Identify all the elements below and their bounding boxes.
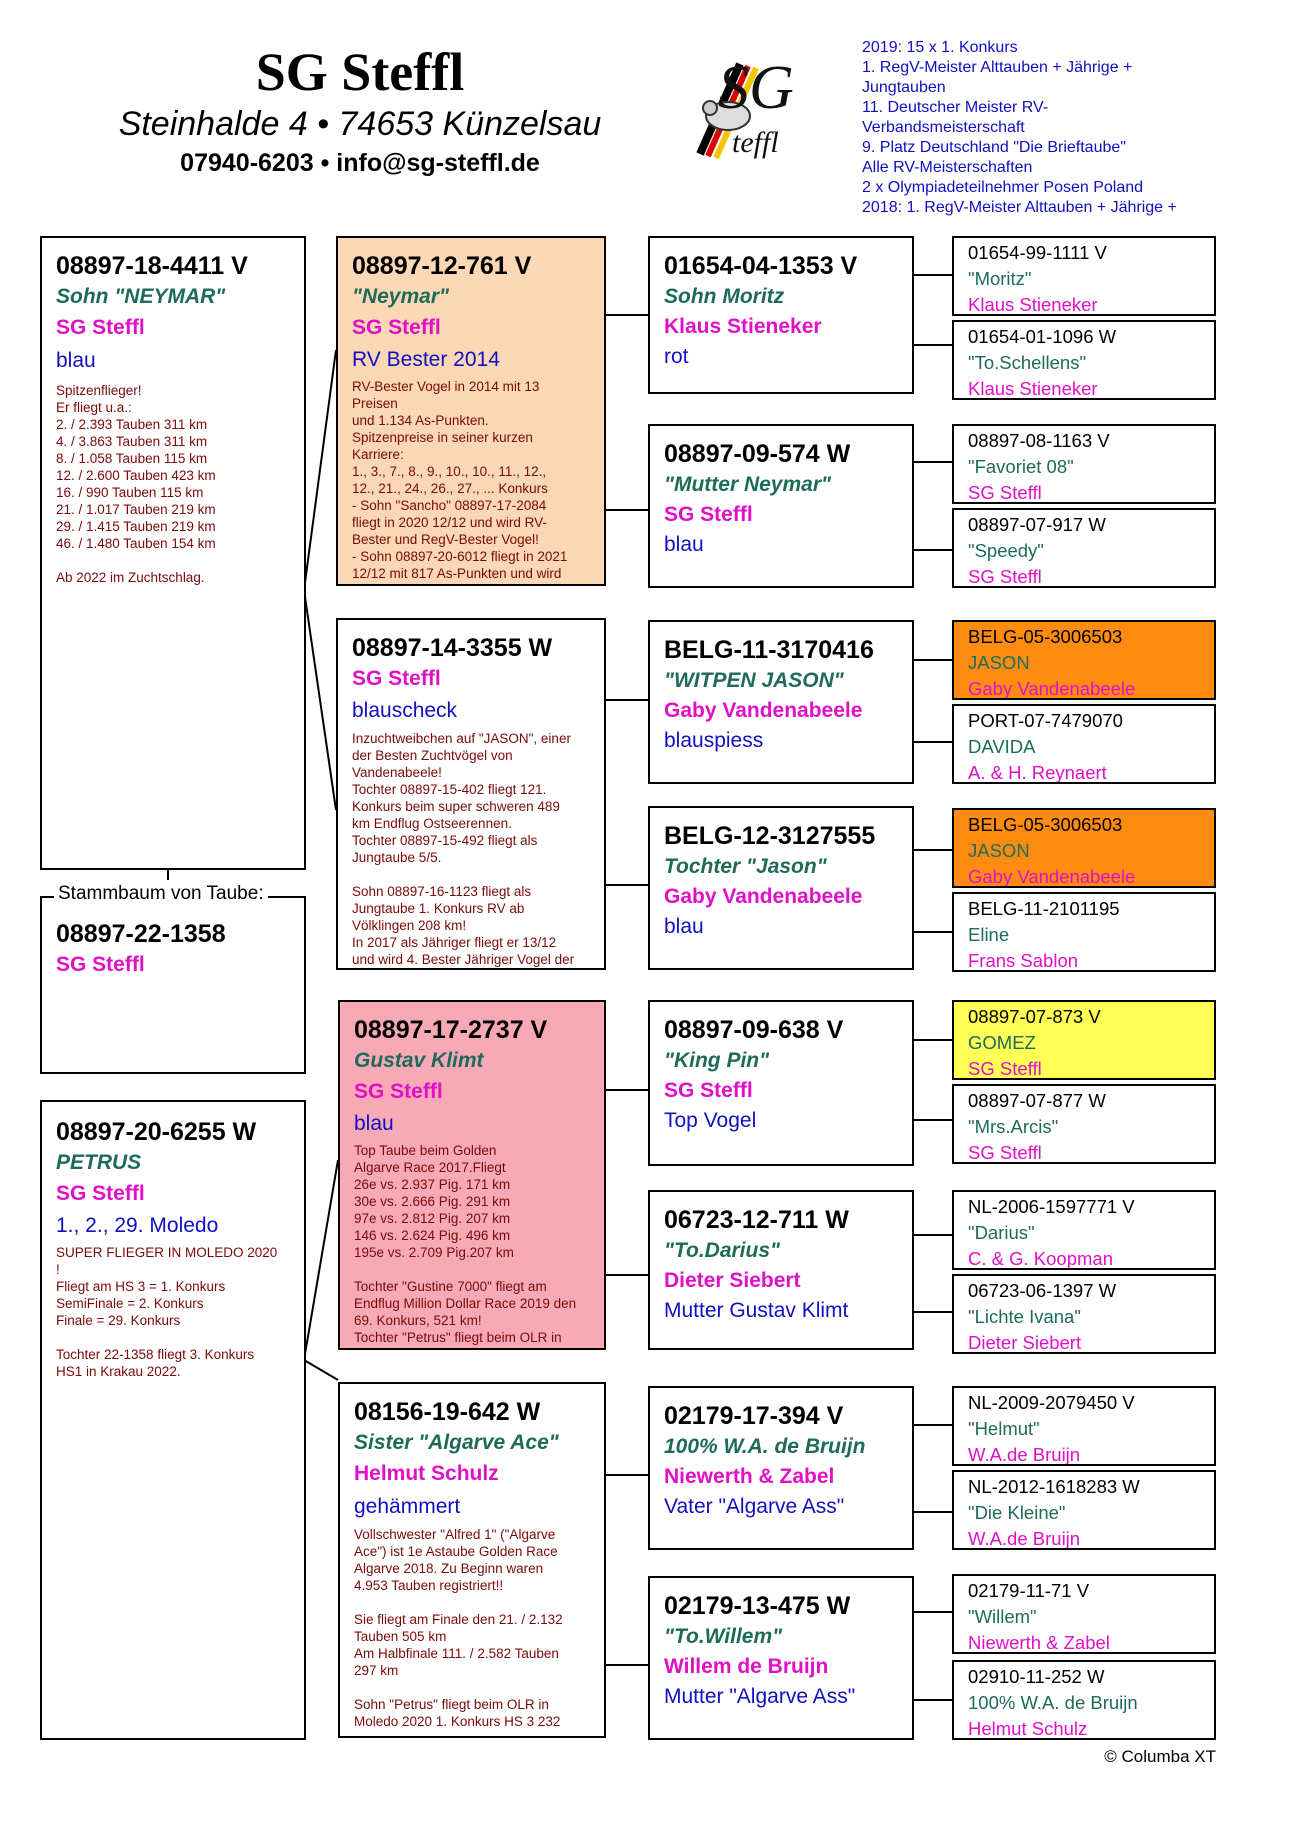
contact: 07940-6203 • info@sg-steffl.de xyxy=(180,149,540,177)
mother-breeder: SG Steffl xyxy=(56,1182,145,1205)
father-card[interactable] xyxy=(40,236,306,870)
ff-card[interactable] xyxy=(336,236,606,586)
gen4-breeder: W.A.de Bruijn xyxy=(968,1444,1081,1465)
address: Steinhalde 4 • 74653 Künzelsau xyxy=(118,105,602,143)
gen3-color: Mutter Gustav Klimt xyxy=(664,1299,849,1322)
gen3-breeder: Niewerth & Zabel xyxy=(664,1465,835,1488)
mother-card[interactable] xyxy=(40,1100,306,1740)
gen3-breeder: Gaby Vandenabeele xyxy=(664,885,863,908)
mm-name: Sister "Algarve Ace" xyxy=(354,1431,559,1454)
gen3-breeder: SG Steffl xyxy=(664,1079,753,1102)
gen4-name: "Willem" xyxy=(968,1606,1037,1627)
gen4-ring: 08897-07-873 V xyxy=(968,1006,1101,1027)
gen3-card[interactable] xyxy=(648,806,914,970)
gen4-breeder: SG Steffl xyxy=(968,1058,1042,1079)
ff-ring: 08897-12-761 V xyxy=(352,252,532,280)
ff-notes: RV-Bester Vogel in 2014 mit 13 Preisen und 1.134 As-Punkten. Spitzenpreise in seiner kurzen Karriere: 1., 3., 7., 8., 9., 10., 10., 11., 12., 12., 21., 24., 26., 27., ... Konkurs - Sohn "Sancho" 08897-17-2084 fliegt in 2020 12/12 und wird RV- Bester und RegV-Bester Vogel! - Sohn 08897-20-6012 fliegt in 2021 12/12 mit 817 As-Punkten und wird xyxy=(352,379,568,581)
svg-text:SG: SG xyxy=(718,54,794,122)
mm-ring: 08156-19-642 W xyxy=(354,1398,541,1426)
gen3-card[interactable] xyxy=(648,424,914,588)
gen4-name: "Darius" xyxy=(968,1222,1035,1243)
page-title: SG Steffl xyxy=(255,42,465,102)
gen4-ring: 02179-11-71 V xyxy=(968,1580,1090,1601)
gen3-breeder: SG Steffl xyxy=(664,503,753,526)
ff-breeder: SG Steffl xyxy=(352,316,441,339)
mother-name: PETRUS xyxy=(56,1151,142,1174)
mm-notes: Vollschwester "Alfred 1" ("Algarve Ace") ist 1e Astaube Golden Race Algarve 2018. Zu Beginn waren 4.953 Tauben registriert!! Sie fliegt am Finale den 21. / 2.132 Tauben 505 km Am Halbfinale 111. / 2.582 Tauben 297 km Sohn "Petrus" fliegt beim OLR in Moledo 2020 1. Konkurs HS 3 232 xyxy=(354,1527,563,1729)
svg-text:teffl: teffl xyxy=(732,126,779,159)
gen4-card[interactable] xyxy=(952,1574,1216,1654)
gen3-ring: BELG-12-3127555 xyxy=(664,822,876,850)
gen3-name: "King Pin" xyxy=(664,1049,770,1072)
gen4-card[interactable] xyxy=(952,1274,1216,1354)
copyright: © Columba XT xyxy=(1104,1747,1216,1766)
gen3-name: Tochter "Jason" xyxy=(664,855,827,878)
gen3-breeder: Dieter Siebert xyxy=(664,1269,801,1292)
father-name: Sohn "NEYMAR" xyxy=(56,285,226,308)
gen4-name: "To.Schellens" xyxy=(968,352,1087,373)
gen4-card[interactable] xyxy=(952,1386,1216,1466)
gen3-card[interactable] xyxy=(648,1000,914,1166)
gen3-color: blau xyxy=(664,915,704,938)
achievement-line: Alle RV-Meisterschaften xyxy=(862,159,1033,176)
gen4-card[interactable] xyxy=(952,620,1216,700)
gen4-card[interactable] xyxy=(952,424,1216,504)
gen4-breeder: Frans Sablon xyxy=(968,950,1079,971)
gen3-ring: 01654-04-1353 V xyxy=(664,252,858,280)
gen3-color: blau xyxy=(664,533,704,556)
fm-card[interactable] xyxy=(336,618,606,970)
mm-color: gehämmert xyxy=(354,1495,461,1518)
gen4-card[interactable] xyxy=(952,704,1216,784)
gen3-card[interactable] xyxy=(648,620,914,784)
father-color: blau xyxy=(56,349,96,372)
gen4-breeder: Dieter Siebert xyxy=(968,1332,1082,1353)
mm-card[interactable] xyxy=(338,1382,606,1738)
gen4-ring: 06723-06-1397 W xyxy=(968,1280,1117,1301)
gen4-ring: NL-2006-1597771 V xyxy=(968,1196,1135,1217)
gen3-ring: 08897-09-638 V xyxy=(664,1016,844,1044)
subject-ring: 08897-22-1358 xyxy=(56,920,226,948)
gen4-card[interactable] xyxy=(952,1084,1216,1164)
gen3-color: Mutter "Algarve Ass" xyxy=(664,1685,856,1708)
subject-breeder: SG Steffl xyxy=(56,953,145,976)
ff-name: "Neymar" xyxy=(352,285,449,308)
achievement-line: Jungtauben xyxy=(862,79,946,96)
gen3-name: "Mutter Neymar" xyxy=(664,473,831,496)
father-ring: 08897-18-4411 V xyxy=(56,252,248,280)
gen3-breeder: Willem de Bruijn xyxy=(664,1655,829,1678)
gen4-name: "Helmut" xyxy=(968,1418,1040,1439)
gen3-name: Sohn Moritz xyxy=(664,285,785,308)
gen4-ring: PORT-07-7479070 xyxy=(968,710,1123,731)
gen4-breeder: C. & G. Koopman xyxy=(968,1248,1113,1269)
gen3-breeder: Gaby Vandenabeele xyxy=(664,699,863,722)
mother-color: 1., 2., 29. Moledo xyxy=(56,1214,219,1237)
achievement-line: 2019: 15 x 1. Konkurs xyxy=(862,39,1018,56)
gen4-name: "Mrs.Arcis" xyxy=(968,1116,1059,1137)
mm-breeder: Helmut Schulz xyxy=(354,1462,499,1485)
gen4-ring: 01654-01-1096 W xyxy=(968,326,1117,347)
achievement-line: 2018: 1. RegV-Meister Alttauben + Jährige + xyxy=(862,199,1177,216)
gen4-breeder: A. & H. Reynaert xyxy=(968,762,1107,783)
gen4-card[interactable] xyxy=(952,1000,1216,1080)
gen4-name: JASON xyxy=(968,652,1030,673)
mother-notes: SUPER FLIEGER IN MOLEDO 2020 ! Fliegt am HS 3 = 1. Konkurs SemiFinale = 2. Konkurs Finale = 29. Konkurs Tochter 22-1358 fliegt 3. Konkurs HS1 in Krakau 2022. xyxy=(56,1245,278,1379)
gen3-name: 100% W.A. de Bruijn xyxy=(664,1435,866,1458)
gen3-breeder: Klaus Stieneker xyxy=(664,315,822,338)
gen4-name: Eline xyxy=(968,924,1010,945)
gen4-breeder: W.A.de Bruijn xyxy=(968,1528,1081,1549)
gen4-name: GOMEZ xyxy=(968,1032,1036,1053)
gen4-breeder: Niewerth & Zabel xyxy=(968,1632,1110,1653)
father-notes: Spitzenflieger! Er fliegt u.a.: 2. / 2.393 Tauben 311 km 4. / 3.863 Tauben 311 km 8. / 1.058 Tauben 115 km 12. / 2.600 Tauben 423 km 16. / 990 Tauben 115 km 21. / 1.017 Tauben 219 km 29. / 1.415 Tauben 219 km 46. / 1.480 Tauben 154 km Ab 2022 im Zuchtschlag. xyxy=(56,383,216,585)
gen4-card[interactable] xyxy=(952,1470,1216,1550)
achievement-line: 2 x Olympiadeteilnehmer Posen Poland xyxy=(862,179,1144,196)
gen3-name: "To.Darius" xyxy=(664,1239,780,1262)
gen4-name: "Favoriet 08" xyxy=(968,456,1074,477)
mf-name: Gustav Klimt xyxy=(354,1049,484,1072)
subject-label: Stammbaum von Taube: xyxy=(54,882,268,906)
gen4-ring: BELG-05-3006503 xyxy=(968,814,1123,835)
mother-ring: 08897-20-6255 W xyxy=(56,1118,257,1146)
gen3-name: "WITPEN JASON" xyxy=(664,669,844,692)
achievement-line: 11. Deutscher Meister RV- xyxy=(862,99,1049,116)
gen4-card[interactable] xyxy=(952,1660,1216,1740)
gen3-ring: BELG-11-3170416 xyxy=(664,636,874,664)
gen4-breeder: Helmut Schulz xyxy=(968,1718,1088,1739)
ff-color: RV Bester 2014 xyxy=(352,348,500,371)
gen4-card[interactable] xyxy=(952,320,1216,400)
gen4-name: "Lichte Ivana" xyxy=(968,1306,1081,1327)
gen4-ring: 08897-08-1163 V xyxy=(968,430,1110,451)
gen4-name: 100% W.A. de Bruijn xyxy=(968,1692,1138,1713)
gen3-color: Top Vogel xyxy=(664,1109,757,1132)
gen3-card[interactable] xyxy=(648,1576,914,1740)
gen4-card[interactable] xyxy=(952,1190,1216,1270)
gen3-name: "To.Willem" xyxy=(664,1625,783,1648)
fm-ring: 08897-14-3355 W xyxy=(352,634,553,662)
gen3-color: blauspiess xyxy=(664,729,764,752)
mf-color: blau xyxy=(354,1112,394,1135)
gen3-ring: 02179-13-475 W xyxy=(664,1592,851,1620)
gen3-card[interactable] xyxy=(648,1190,914,1350)
subject-card[interactable] xyxy=(40,896,306,1074)
gen3-color: rot xyxy=(664,345,689,368)
gen4-name: "Moritz" xyxy=(968,268,1032,289)
gen4-card[interactable] xyxy=(952,808,1216,888)
gen4-ring: NL-2012-1618283 W xyxy=(968,1476,1140,1497)
gen3-ring: 02179-17-394 V xyxy=(664,1402,844,1430)
gen4-card[interactable] xyxy=(952,236,1216,316)
gen3-ring: 08897-09-574 W xyxy=(664,440,851,468)
achievement-line: Verbandsmeisterschaft xyxy=(862,119,1025,136)
gen3-color: Vater "Algarve Ass" xyxy=(664,1495,845,1518)
achievement-line: 9. Platz Deutschland "Die Brieftaube" xyxy=(862,139,1126,156)
gen4-card[interactable] xyxy=(952,892,1216,972)
gen4-ring: 08897-07-917 W xyxy=(968,514,1106,535)
fm-notes: Inzuchtweibchen auf "JASON", einer der Besten Zuchtvögel von Vandenabeele! Tochter 08897-15-402 fliegt 121. Konkurs beim super schweren 489 km Endflug Ostseerennen. Tochter 08897-15-492 fliegt als Jungtaube 5/5. Sohn 08897-16-1123 fliegt als Jungtaube 1. Konkurs RV ab Völklingen 208 km! In 2017 als Jähriger fliegt er 13/12 und wird 4. Bester Jähriger Vogel der xyxy=(352,731,575,967)
gen4-breeder: Klaus Stieneker xyxy=(968,378,1098,399)
gen3-ring: 06723-12-711 W xyxy=(664,1206,849,1234)
mf-notes: Top Taube beim Golden Algarve Race 2017.Fliegt 26e vs. 2.937 Pig. 171 km 30e vs. 2.666 Pig. 291 km 97e vs. 2.812 Pig. 207 km 146 vs. 2.624 Pig. 496 km 195e vs. 2.709 Pig.207 km Tochter "Gustine 7000" fliegt am Endflug Million Dollar Race 2019 den 69. Konkurs, 521 km! Tochter "Petrus" fliegt beim OLR in xyxy=(354,1143,577,1345)
gen3-card[interactable] xyxy=(648,1386,914,1550)
gen4-ring: 01654-99-1111 V xyxy=(968,242,1107,263)
gen4-name: "Speedy" xyxy=(968,540,1044,561)
fm-color: blauscheck xyxy=(352,699,458,722)
gen4-name: DAVIDA xyxy=(968,736,1036,757)
gen4-ring: 02910-11-252 W xyxy=(968,1666,1105,1687)
gen4-name: "Die Kleine" xyxy=(968,1502,1066,1523)
gen4-ring: BELG-05-3006503 xyxy=(968,626,1123,647)
mf-card[interactable] xyxy=(338,1000,606,1350)
gen4-name: JASON xyxy=(968,840,1030,861)
mf-breeder: SG Steffl xyxy=(354,1080,443,1103)
gen4-breeder: Gaby Vandenabeele xyxy=(968,678,1136,699)
gen4-breeder: SG Steffl xyxy=(968,1142,1042,1163)
fm-breeder: SG Steffl xyxy=(352,667,441,690)
gen4-breeder: Gaby Vandenabeele xyxy=(968,866,1136,887)
gen4-card[interactable] xyxy=(952,508,1216,588)
gen3-card[interactable] xyxy=(648,236,914,394)
gen4-breeder: SG Steffl xyxy=(968,482,1042,503)
father-breeder: SG Steffl xyxy=(56,316,145,339)
mf-ring: 08897-17-2737 V xyxy=(354,1016,548,1044)
gen4-breeder: Klaus Stieneker xyxy=(968,294,1098,315)
gen4-breeder: SG Steffl xyxy=(968,566,1042,587)
gen4-ring: 08897-07-877 W xyxy=(968,1090,1106,1111)
gen4-ring: NL-2009-2079450 V xyxy=(968,1392,1135,1413)
gen4-ring: BELG-11-2101195 xyxy=(968,898,1120,919)
achievement-line: 1. RegV-Meister Alttauben + Jährige + xyxy=(862,59,1133,76)
